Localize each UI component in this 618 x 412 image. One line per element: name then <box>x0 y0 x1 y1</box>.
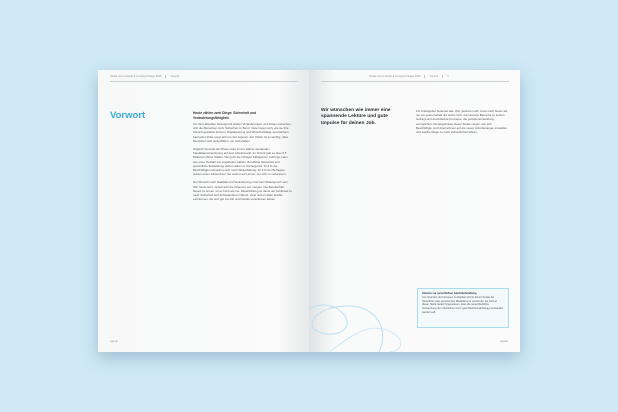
right-header-publication: Studie Fern-Lehrjob & Lernpsychologie 2025 <box>369 75 421 79</box>
closing-statement: Wir wünschen wie immer eine spannende Lektüre und gute Impulse für deinen Job. <box>321 108 391 126</box>
magazine-spread <box>98 70 520 352</box>
right-running-header <box>369 75 449 78</box>
language-note-box <box>417 288 509 328</box>
left-page <box>98 70 309 352</box>
left-body-column <box>193 122 293 205</box>
right-header-section: Vorwort <box>429 75 439 79</box>
body-paragraph-3: Der Wunsch nach Stabilität und Veränderung muss kein Widerspruch sein. Wer heute lernt, sichert sich die Chancen von morgen. Die Bereitschaft, Neues zu lernen, ist so hoch wie nie. Weiterbildung ist damit der Schlüssel zu mehr Sicherheit und Zufriedenheit im Beruf. Viele nutzen dafür flexible Lernformen, die sich gut mit Job und Familie vereinbaren lassen. <box>193 180 293 202</box>
left-header-publication: Studie Fern-Lehrjob & Lernpsychologie 2025 <box>110 75 162 79</box>
left-running-header <box>110 75 179 78</box>
language-note-text: Aus Gründen der besseren Lesbarkeit wird in dieser Studie die Sprachform des generischen Maskulinums verwendet. Es wird an dieser Stelle darauf hingewiesen, dass die ausschließliche Verwendung der männlichen Form geschlechtsunabhängig verstanden werden soll. <box>422 295 504 314</box>
page-title: Vorwort <box>110 110 146 121</box>
language-note-title: Hinweis zur sprachlichen Gleichbehandlung <box>422 292 477 295</box>
lead-heading: Heute zählen zwei Dinge: Sicherheit und Veränderungsfähigkeit. <box>193 111 257 120</box>
left-header-rule <box>110 81 298 82</box>
right-page <box>309 70 520 352</box>
page-number: 5 <box>447 75 449 79</box>
body-paragraph-1: Vor dem aktuellen Hintergrund starker Veränderungen und Krisen wünschen sich die Menschen mehr Sicherheit im Beruf. Viele fragen sich, wie sie ihre Zukunft gestalten können. Digitalisierung und Wirtschaftslage verunsichern. Fast jeder Dritte sorgt sich um den eigenen Job. Daher ist es wichtig, dass Menschen sich weiterbilden, um mitzuhalten. <box>193 122 291 143</box>
left-header-section: Vorwort <box>170 75 180 79</box>
right-footer: sgd.de <box>500 340 508 343</box>
left-footer: sgd.de <box>110 340 118 343</box>
right-body-text: Für Arbeitgeber bedeutet das: Wer gewinnen will, muss mehr bieten als nur ein gutes Gehalt. Es reicht nicht, auf einzelne Bereiche zu setzen. Gefragt sind durchdachte Konzepte, die gezielte Entwicklung ermöglichen. Die Ergebnisse dieser Studie zeigen, wie sich Beschäftigte und Unternehmen auf die neuen Anforderungen einstellen und welche Wege zu mehr Zufriedenheit führen. <box>416 109 508 135</box>
right-header-rule <box>321 81 509 82</box>
body-paragraph-2: Zugleich bemerkt die Phase einer immer stärker werdenden Kandidatenorientierung auf dem Arbeitsmarkt. Im Schnitt gab es über 6,5 Millionen offene Stellen. Wer jetzt die richtigen Fähigkeiten mitbringt, kann aus einer Vielzahl von Angeboten wählen. Berufliche Sicherheit und persönliche Entwicklung stehen dabei im Vordergrund. 72,3 % der Beschäftigten wünschen sich mehr Weiterbildung. 42,3 % der Befragten planen einen Jobwechsel. Sie setzen auf Lernen, um sich zu verbessern. <box>193 147 288 177</box>
